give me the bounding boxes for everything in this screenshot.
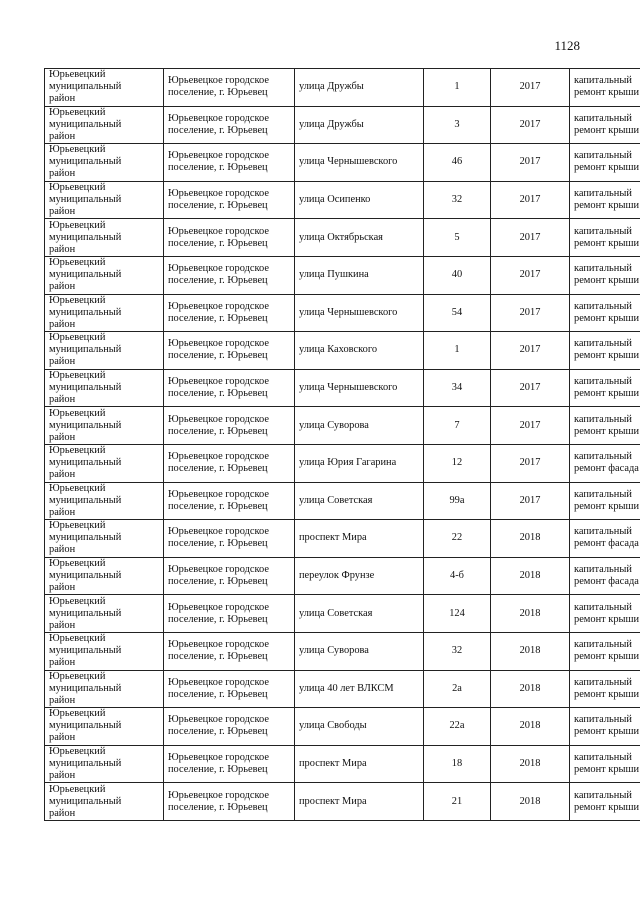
house-number-cell: 46 <box>424 144 491 182</box>
year-cell: 2017 <box>491 369 570 407</box>
table-row <box>45 783 640 821</box>
house-number-cell: 34 <box>424 369 491 407</box>
work-type-cell: капитальный ремонт крыши <box>570 294 640 332</box>
street-cell: улица Советская <box>295 595 424 633</box>
district-cell: Юрьевецкий муниципальный район <box>45 520 164 558</box>
district-cell: Юрьевецкий муниципальный район <box>45 294 164 332</box>
district-cell: Юрьевецкий муниципальный район <box>45 745 164 783</box>
table-row <box>45 670 640 708</box>
district-cell: Юрьевецкий муниципальный район <box>45 783 164 821</box>
house-number-cell: 12 <box>424 444 491 482</box>
district-cell: Юрьевецкий муниципальный район <box>45 444 164 482</box>
street-cell: проспект Мира <box>295 745 424 783</box>
settlement-cell: Юрьевецкое городское поселение, г. Юрьевец <box>164 482 295 520</box>
year-cell: 2017 <box>491 219 570 257</box>
house-number-cell: 54 <box>424 294 491 332</box>
settlement-cell: Юрьевецкое городское поселение, г. Юрьевец <box>164 69 295 107</box>
street-cell: улица Чернышевского <box>295 294 424 332</box>
year-cell: 2018 <box>491 708 570 746</box>
year-cell: 2017 <box>491 332 570 370</box>
district-cell: Юрьевецкий муниципальный район <box>45 219 164 257</box>
table-row <box>45 294 640 332</box>
work-type-cell: капитальный ремонт крыши <box>570 106 640 144</box>
year-cell: 2017 <box>491 294 570 332</box>
district-cell: Юрьевецкий муниципальный район <box>45 256 164 294</box>
house-number-cell: 124 <box>424 595 491 633</box>
house-number-cell: 2а <box>424 670 491 708</box>
house-number-cell: 18 <box>424 745 491 783</box>
street-cell: улица Суворова <box>295 632 424 670</box>
settlement-cell: Юрьевецкое городское поселение, г. Юрьевец <box>164 332 295 370</box>
street-cell: улица Суворова <box>295 407 424 445</box>
table-row <box>45 482 640 520</box>
year-cell: 2018 <box>491 632 570 670</box>
repair-registry-table <box>44 68 640 821</box>
work-type-cell: капитальный ремонт фасада <box>570 444 640 482</box>
district-cell: Юрьевецкий муниципальный район <box>45 407 164 445</box>
district-cell: Юрьевецкий муниципальный район <box>45 632 164 670</box>
table-row <box>45 745 640 783</box>
street-cell: проспект Мира <box>295 783 424 821</box>
year-cell: 2017 <box>491 444 570 482</box>
settlement-cell: Юрьевецкое городское поселение, г. Юрьевец <box>164 106 295 144</box>
work-type-cell: капитальный ремонт крыши <box>570 219 640 257</box>
year-cell: 2018 <box>491 557 570 595</box>
table-row <box>45 332 640 370</box>
work-type-cell: капитальный ремонт крыши <box>570 369 640 407</box>
house-number-cell: 32 <box>424 181 491 219</box>
table-row <box>45 708 640 746</box>
district-cell: Юрьевецкий муниципальный район <box>45 595 164 633</box>
street-cell: улица Осипенко <box>295 181 424 219</box>
house-number-cell: 5 <box>424 219 491 257</box>
house-number-cell: 7 <box>424 407 491 445</box>
house-number-cell: 22 <box>424 520 491 558</box>
district-cell: Юрьевецкий муниципальный район <box>45 670 164 708</box>
work-type-cell: капитальный ремонт крыши <box>570 670 640 708</box>
settlement-cell: Юрьевецкое городское поселение, г. Юрьевец <box>164 294 295 332</box>
house-number-cell: 1 <box>424 69 491 107</box>
table-row <box>45 256 640 294</box>
work-type-cell: капитальный ремонт крыши <box>570 783 640 821</box>
settlement-cell: Юрьевецкое городское поселение, г. Юрьевец <box>164 783 295 821</box>
settlement-cell: Юрьевецкое городское поселение, г. Юрьевец <box>164 256 295 294</box>
work-type-cell: капитальный ремонт крыши <box>570 69 640 107</box>
work-type-cell: капитальный ремонт крыши <box>570 256 640 294</box>
work-type-cell: капитальный ремонт крыши <box>570 595 640 633</box>
table-row <box>45 595 640 633</box>
street-cell: переулок Фрунзе <box>295 557 424 595</box>
table-row <box>45 632 640 670</box>
street-cell: улица Свободы <box>295 708 424 746</box>
year-cell: 2017 <box>491 407 570 445</box>
settlement-cell: Юрьевецкое городское поселение, г. Юрьевец <box>164 708 295 746</box>
table-row <box>45 144 640 182</box>
settlement-cell: Юрьевецкое городское поселение, г. Юрьевец <box>164 557 295 595</box>
street-cell: улица Чернышевского <box>295 144 424 182</box>
district-cell: Юрьевецкий муниципальный район <box>45 369 164 407</box>
house-number-cell: 1 <box>424 332 491 370</box>
year-cell: 2017 <box>491 144 570 182</box>
settlement-cell: Юрьевецкое городское поселение, г. Юрьевец <box>164 144 295 182</box>
settlement-cell: Юрьевецкое городское поселение, г. Юрьевец <box>164 369 295 407</box>
table-row <box>45 69 640 107</box>
street-cell: улица 40 лет ВЛКСМ <box>295 670 424 708</box>
street-cell: улица Октябрьская <box>295 219 424 257</box>
year-cell: 2017 <box>491 69 570 107</box>
page-number: 1128 <box>554 38 580 53</box>
street-cell: улица Дружбы <box>295 106 424 144</box>
street-cell: проспект Мира <box>295 520 424 558</box>
year-cell: 2018 <box>491 783 570 821</box>
table-row <box>45 444 640 482</box>
house-number-cell: 21 <box>424 783 491 821</box>
street-cell: улица Юрия Гагарина <box>295 444 424 482</box>
year-cell: 2017 <box>491 482 570 520</box>
district-cell: Юрьевецкий муниципальный район <box>45 144 164 182</box>
year-cell: 2017 <box>491 181 570 219</box>
table-row <box>45 520 640 558</box>
settlement-cell: Юрьевецкое городское поселение, г. Юрьевец <box>164 181 295 219</box>
registry-body <box>45 69 640 821</box>
work-type-cell: капитальный ремонт крыши <box>570 407 640 445</box>
work-type-cell: капитальный ремонт крыши <box>570 482 640 520</box>
district-cell: Юрьевецкий муниципальный район <box>45 708 164 746</box>
table-row <box>45 557 640 595</box>
work-type-cell: капитальный ремонт фасада <box>570 557 640 595</box>
settlement-cell: Юрьевецкое городское поселение, г. Юрьевец <box>164 444 295 482</box>
district-cell: Юрьевецкий муниципальный район <box>45 557 164 595</box>
settlement-cell: Юрьевецкое городское поселение, г. Юрьевец <box>164 745 295 783</box>
settlement-cell: Юрьевецкое городское поселение, г. Юрьевец <box>164 407 295 445</box>
work-type-cell: капитальный ремонт крыши <box>570 144 640 182</box>
district-cell: Юрьевецкий муниципальный район <box>45 332 164 370</box>
settlement-cell: Юрьевецкое городское поселение, г. Юрьевец <box>164 632 295 670</box>
settlement-cell: Юрьевецкое городское поселение, г. Юрьевец <box>164 219 295 257</box>
work-type-cell: капитальный ремонт крыши <box>570 181 640 219</box>
year-cell: 2018 <box>491 745 570 783</box>
table-row <box>45 407 640 445</box>
settlement-cell: Юрьевецкое городское поселение, г. Юрьевец <box>164 520 295 558</box>
year-cell: 2017 <box>491 256 570 294</box>
district-cell: Юрьевецкий муниципальный район <box>45 106 164 144</box>
table-row <box>45 106 640 144</box>
work-type-cell: капитальный ремонт фасада <box>570 520 640 558</box>
street-cell: улица Чернышевского <box>295 369 424 407</box>
district-cell: Юрьевецкий муниципальный район <box>45 69 164 107</box>
district-cell: Юрьевецкий муниципальный район <box>45 181 164 219</box>
house-number-cell: 40 <box>424 256 491 294</box>
district-cell: Юрьевецкий муниципальный район <box>45 482 164 520</box>
work-type-cell: капитальный ремонт крыши <box>570 332 640 370</box>
year-cell: 2018 <box>491 670 570 708</box>
table-row <box>45 219 640 257</box>
house-number-cell: 4-б <box>424 557 491 595</box>
year-cell: 2018 <box>491 520 570 558</box>
street-cell: улица Пушкина <box>295 256 424 294</box>
table-row <box>45 181 640 219</box>
settlement-cell: Юрьевецкое городское поселение, г. Юрьевец <box>164 595 295 633</box>
work-type-cell: капитальный ремонт крыши <box>570 632 640 670</box>
table-row <box>45 369 640 407</box>
house-number-cell: 99а <box>424 482 491 520</box>
street-cell: улица Советская <box>295 482 424 520</box>
house-number-cell: 3 <box>424 106 491 144</box>
house-number-cell: 22а <box>424 708 491 746</box>
street-cell: улица Каховского <box>295 332 424 370</box>
work-type-cell: капитальный ремонт крыши <box>570 745 640 783</box>
settlement-cell: Юрьевецкое городское поселение, г. Юрьевец <box>164 670 295 708</box>
year-cell: 2017 <box>491 106 570 144</box>
work-type-cell: капитальный ремонт крыши <box>570 708 640 746</box>
year-cell: 2018 <box>491 595 570 633</box>
house-number-cell: 32 <box>424 632 491 670</box>
street-cell: улица Дружбы <box>295 69 424 107</box>
